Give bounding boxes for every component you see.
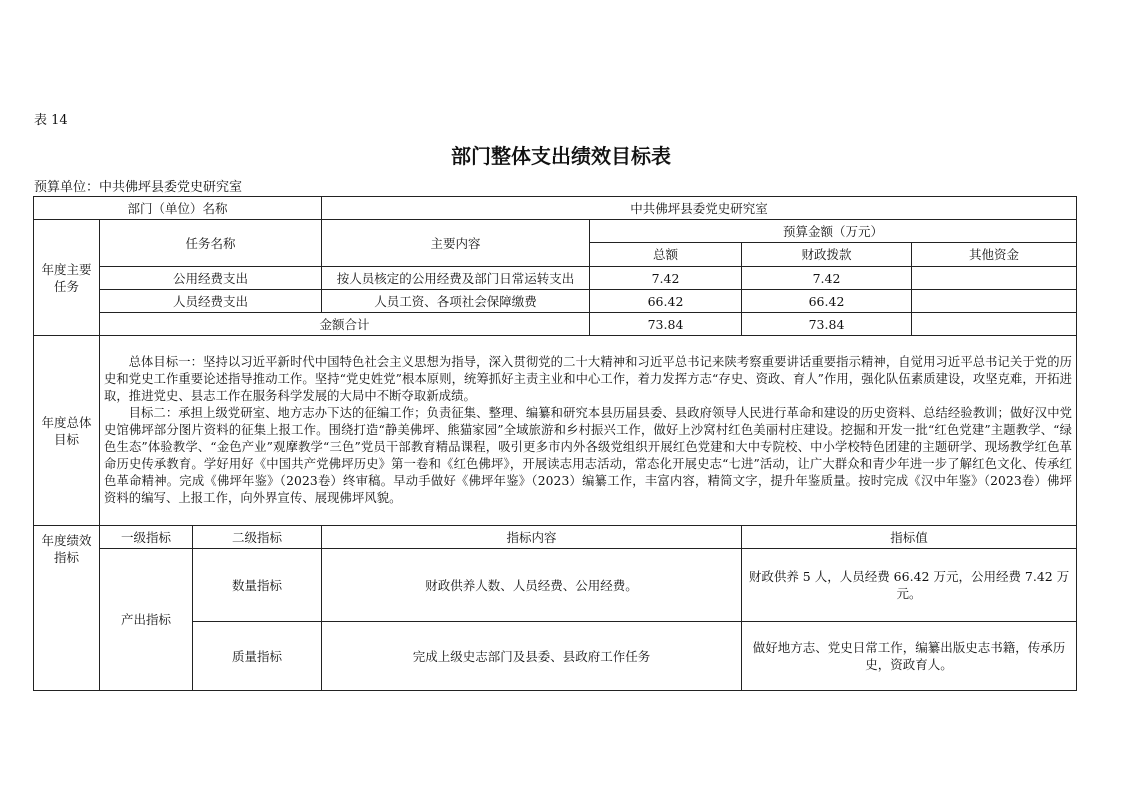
indicator-content: 完成上级史志部门及县委、县政府工作任务 (322, 622, 742, 691)
task-other (912, 290, 1077, 313)
content-header: 指标内容 (322, 526, 742, 549)
perf-header-row (34, 526, 1077, 549)
table-row (34, 267, 1077, 290)
total-header: 总额 (590, 243, 742, 267)
sum-fiscal: 73.84 (742, 313, 912, 336)
level2-name: 质量指标 (193, 622, 322, 691)
task-content: 按人员核定的公用经费及部门日常运转支出 (322, 267, 590, 290)
tasks-header-row-1 (34, 220, 1077, 243)
budget-header: 预算金额（万元） (590, 220, 1077, 243)
dept-value: 中共佛坪县委党史研究室 (322, 197, 1077, 220)
dept-row (34, 197, 1077, 220)
task-content: 人员工资、各项社会保障缴费 (322, 290, 590, 313)
overall-goal-label: 年度总体目标 (34, 336, 100, 526)
indicator-value: 做好地方志、党史日常工作，编纂出版史志书籍，传承历史，资政育人。 (742, 622, 1077, 691)
performance-target-table (33, 196, 1077, 691)
level1-header: 一级指标 (100, 526, 193, 549)
performance-label: 年度绩效指标 (34, 526, 100, 691)
page-title: 部门整体支出绩效目标表 (451, 144, 671, 168)
level2-header: 二级指标 (193, 526, 322, 549)
indicator-value: 财政供养 5 人，人员经费 66.42 万元，公用经费 7.42 万元。 (742, 549, 1077, 622)
goal-one: 总体目标一：坚持以习近平新时代中国特色社会主义思想为指导，深入贯彻党的二十大精神和习近平总书记来陕考察重要讲话重要指示精神，自觉用习近平总书记关于党的历史和党史工作重要论述指导推动工作。坚持“党史姓党”根本原则，统筹抓好主责主业和中心工作，着力发挥方志“存史、资政、育人”作用，强化队伍素质建设，攻坚克难，开拓进取，推进党史、县志工作在服务科学发展的大局中不断夺取新成绩。 (104, 355, 1073, 403)
table-row (34, 290, 1077, 313)
sum-other (912, 313, 1077, 336)
dept-label: 部门（单位）名称 (34, 197, 322, 220)
table-row (34, 549, 1077, 622)
task-name: 人员经费支出 (100, 290, 322, 313)
sum-total: 73.84 (590, 313, 742, 336)
overall-goal-row (34, 336, 1077, 526)
task-name: 公用经费支出 (100, 267, 322, 290)
overall-goal-text (100, 336, 1077, 526)
task-fiscal: 7.42 (742, 267, 912, 290)
other-header: 其他资金 (912, 243, 1077, 267)
task-name-header: 任务名称 (100, 220, 322, 267)
value-header: 指标值 (742, 526, 1077, 549)
task-fiscal: 66.42 (742, 290, 912, 313)
sum-label: 金额合计 (100, 313, 590, 336)
table-number: 表 14 (34, 113, 68, 128)
annual-tasks-label: 年度主要任务 (34, 220, 100, 336)
indicator-content: 财政供养人数、人员经费、公用经费。 (322, 549, 742, 622)
goal-two: 目标二：承担上级党研室、地方志办下达的征编工作；负责征集、整理、编纂和研究本县历届县委、县政府领导人民进行革命和建设的历史资料、总结经验教训；做好汉中党史馆佛坪部分图片资料的征集上报工作。围绕打造“静美佛坪、熊猫家园”全域旅游和乡村振兴工作，做好上沙窝村红色美丽村庄建设。挖掘和开发一批“红色党建”主题教学、“绿色生态”体验教学、“金色产业”观摩教学“三色”党员干部教育精品课程，吸引更多市内外各级党组织开展红色党建和大中专院校、中小学校特色团建的主题研学、现场教学红色革命历史传承教育。学好用好《中国共产党佛坪历史》第一卷和《红色佛坪》，开展读志用志活动，常态化开展史志“七进”活动，让广大群众和青少年进一步了解红色文化、传承红色革命精神。完成《佛坪年鉴》（2023卷）终审稿。早动手做好《佛坪年鉴》（2023）编纂工作，丰富内容，精简文字，提升年鉴质量。按时完成《汉中年鉴》（2023卷）佛坪资料的编写、上报工作，向外界宣传、展现佛坪风貌。 (104, 406, 1073, 505)
task-total: 66.42 (590, 290, 742, 313)
task-total: 7.42 (590, 267, 742, 290)
output-indicator: 产出指标 (100, 549, 193, 691)
level2-name: 数量指标 (193, 549, 322, 622)
main-content-header: 主要内容 (322, 220, 590, 267)
fiscal-header: 财政拨款 (742, 243, 912, 267)
task-other (912, 267, 1077, 290)
budget-unit: 预算单位：中共佛坪县委党史研究室 (34, 180, 243, 195)
sum-row (34, 313, 1077, 336)
